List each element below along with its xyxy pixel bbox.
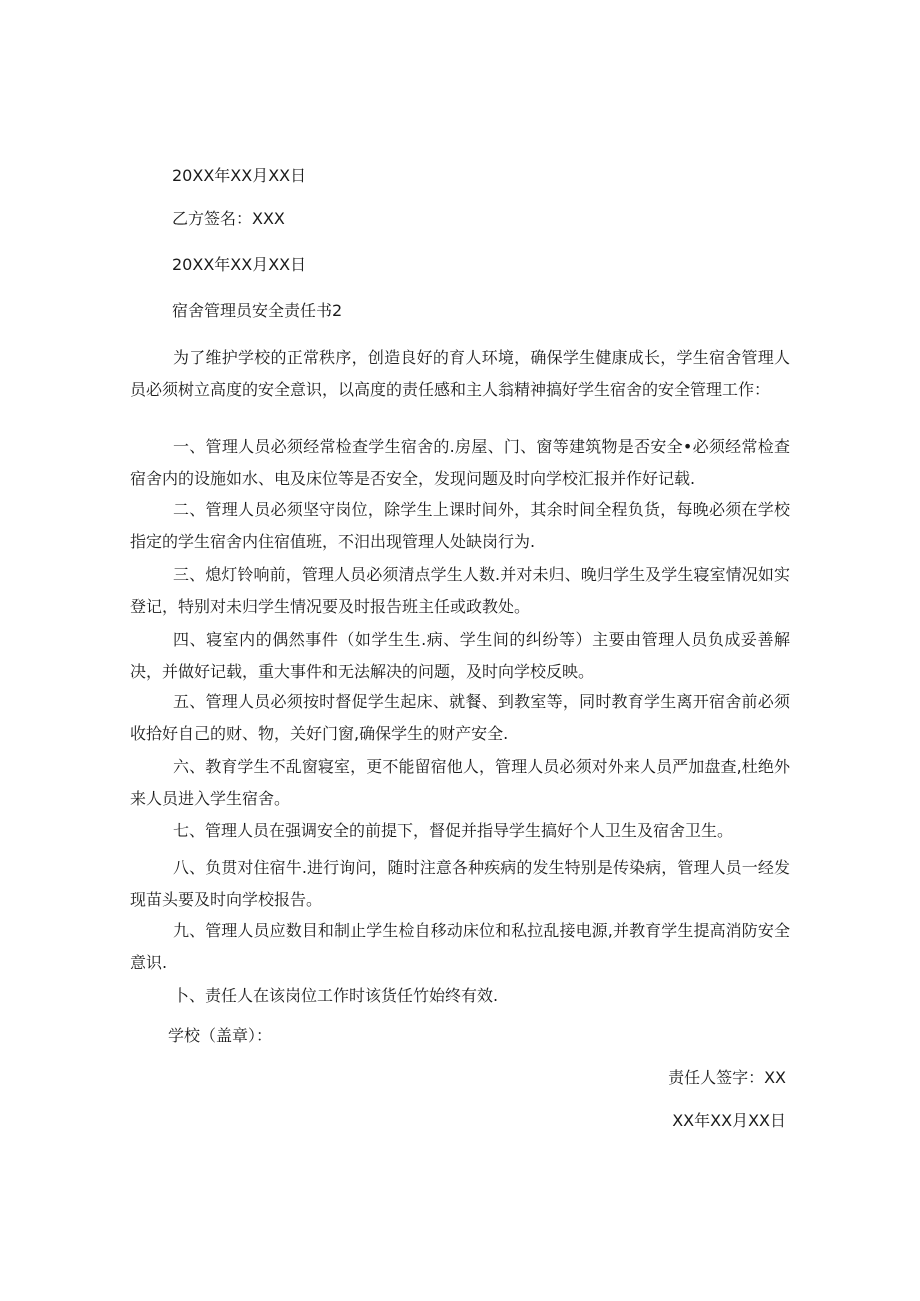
clause-6: 六、教育学生不乱窗寝室，更不能留宿他人，管理人员必须对外来人员严加盘查,杜绝外来人员进入学生宿舍。 <box>130 757 790 808</box>
party-b-signature: 乙方签名：XXX <box>172 209 285 228</box>
clause-5: 五、管理人员必须按时督促学生起床、就餐、到教室等，同时教育学生离开宿舍前必须收拾好自己的财、物，关好门窗,确保学生的财产安全. <box>130 692 790 743</box>
clause-1: 一、管理人员必须经常检查学生宿舍的.房屋、门、窗等建筑物是否安全•必须经常检查宿舍内的设施如水、电及床位等是否安全，发现问题及时向学校汇报并作好记载. <box>130 437 790 488</box>
clause-2: 二、管理人员必须坚守岗位，除学生上课时间外，其余时间全程负货，每晚必须在学校指定的学生宿舍内住宿值班，不汨出现管理人处缺岗行为. <box>130 500 790 551</box>
clause-4: 四、寝室内的偶然事件（如学生生.病、学生间的纠纷等）主要由管理人员负成妥善解决，并做好记载，重大事件和无法解决的问题，及时向学校反映。 <box>130 630 790 681</box>
intro-paragraph: 为了维护学校的正常秩序，创造良好的育人环境，确保学生健康成长，学生宿舍管理人员必须树立高度的安全意识，以高度的责任感和主人翁精神搞好学生宿舍的安全管理工作： <box>130 348 790 399</box>
school-seal-line: 学校（盖章）： <box>168 1026 273 1045</box>
date-line-2: 20XX年XX月XX日 <box>172 255 307 274</box>
clause-8: 八、负贯对住宿牛.进行询问，随时注意各种疾病的发生特别是传染病，管理人员一经发现苗头要及时向学校报告。 <box>130 858 790 909</box>
clause-3: 三、熄灯铃响前，管理人员必须清点学生人数.并对未归、晚归学生及学生寝室情况如实登记，特别对未归学生情况要及时报告班主任或政教处。 <box>130 565 790 616</box>
clause-10: 卜、责任人在该岗位工作时该货任竹始终有效. <box>173 986 499 1005</box>
responsible-signature: 责任人签字：XX <box>668 1068 786 1087</box>
clause-9: 九、管理人员应数目和制止学生检自移动床位和私拉乱接电源,并教育学生提高消防安全意识. <box>130 921 790 972</box>
clause-7: 七、管理人员在强调安全的前提下，督促并指导学生搞好个人卫生及宿舍卫生。 <box>173 821 734 840</box>
footer-date: XX年XX月XX日 <box>672 1111 786 1130</box>
document-title: 宿舍管理员安全责任书2 <box>172 301 343 320</box>
date-line-1: 20XX年XX月XX日 <box>172 166 307 185</box>
